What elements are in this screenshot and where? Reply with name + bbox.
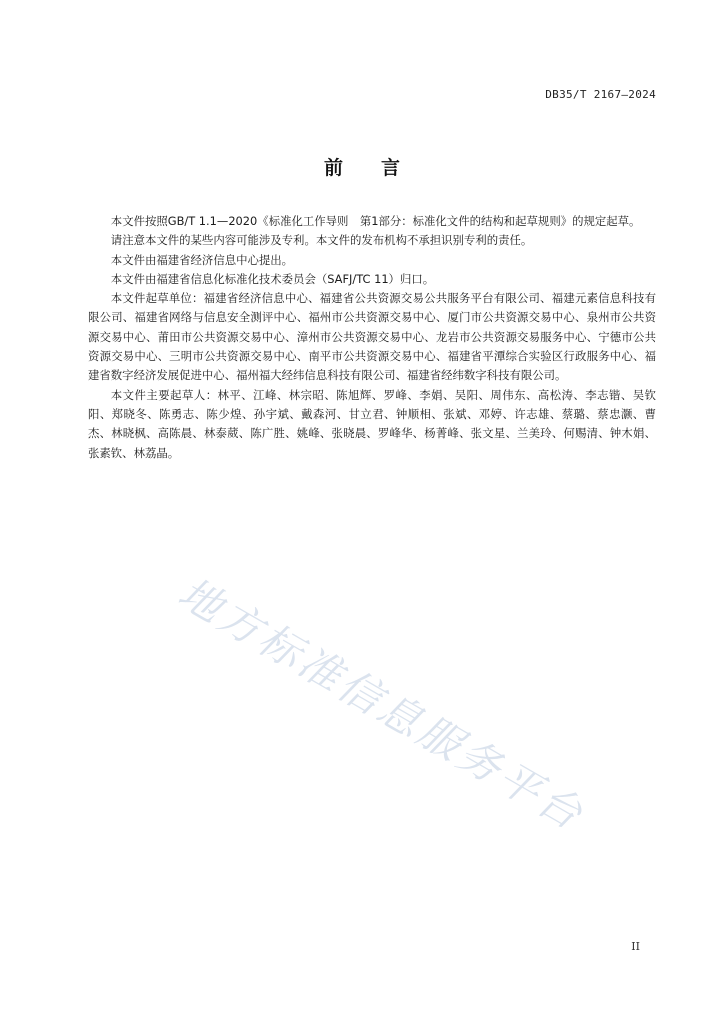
- document-code: DB35/T 2167—2024: [545, 88, 656, 101]
- paragraph-technical-committee: 本文件由福建省信息化标准化技术委员会（SAFJ/TC 11）归口。: [110, 271, 435, 286]
- paragraph-drafting-rules: 本文件按照GB/T 1.1—2020《标准化工作导则 第1部分：标准化文件的结构和起草规则》的规定起草。: [110, 214, 641, 228]
- paragraph-main-drafters: 本文件主要起草人：林平、江峰、林宗昭、陈旭辉、罗峰、李娟、吴阳、周伟东、高松涛、李志锴、吴钦阳、郑晓冬、陈勇志、陈少煌、孙宇斌、戴森河、甘立君、钟顺相、张斌、邓婷、许志雄、蔡璐、蔡忠灏、曹杰、林晓枫、高陈晨、林泰葳、陈广胜、姚峰、张晓晨、罗峰华、杨菁峰、张文星、兰美玲、何赐清、钟木娟、张素钦、林荔晶。: [88, 387, 656, 460]
- page-number: II: [631, 940, 640, 953]
- paragraph-proposer: 本文件由福建省经济信息中心提出。: [110, 252, 294, 267]
- section-title: 前言: [323, 157, 438, 179]
- foreword-body: [88, 212, 656, 463]
- platform-watermark: 地方标准信息服务平台: [170, 567, 594, 841]
- paragraph-drafting-organizations: 本文件起草单位：福建省经济信息中心、福建省公共资源交易公共服务平台有限公司、福建元素信息科技有限公司、福建省网络与信息安全测评中心、福州市公共资源交易中心、厦门市公共资源交易中心、泉州市公共资源交易中心、莆田市公共资源交易中心、漳州市公共资源交易中心、龙岩市公共资源交易服务中心、宁德市公共资源交易中心、三明市公共资源交易中心、南平市公共资源交易中心、福建省平潭综合实验区行政服务中心、福建省数字经济发展促进中心、福州福大经纬信息科技有限公司、福建省经纬数字科技有限公司。: [88, 291, 656, 383]
- paragraph-patent-notice: 请注意本文件的某些内容可能涉及专利。本文件的发布机构不承担识别专利的责任。: [110, 233, 533, 248]
